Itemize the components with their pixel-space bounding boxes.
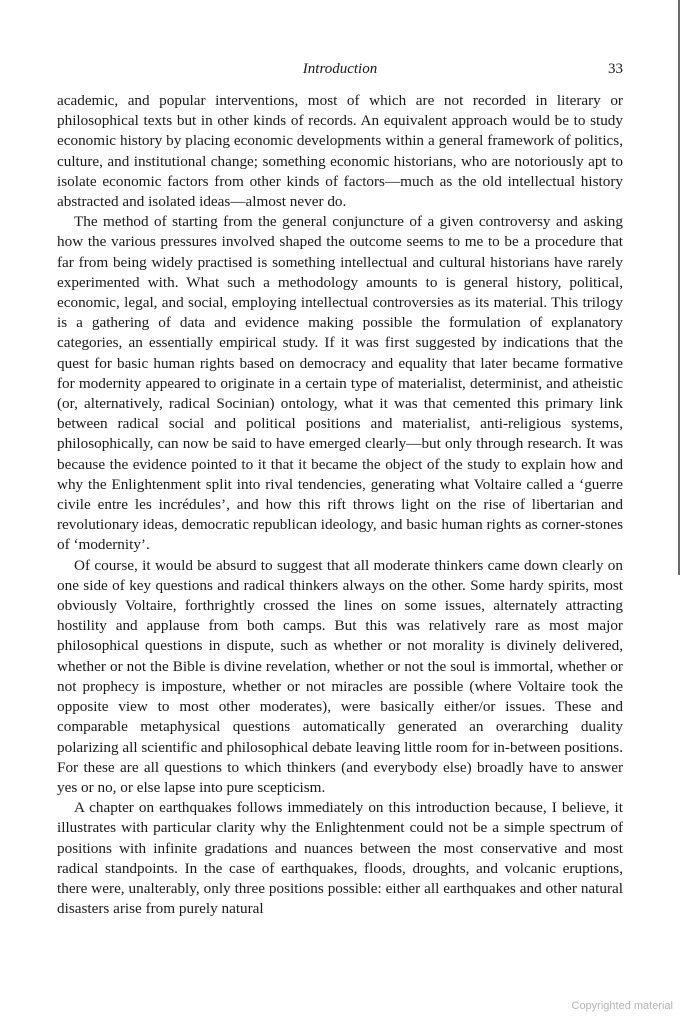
page-number: 33 <box>608 61 623 77</box>
paragraph-4: A chapter on earthquakes follows immediately on this introduction because, I believe, it illustrates with particular clarity why the Enlightenment could not be a simple spectrum of positions with infinite gradations and nuances between the most conservative and most radical standpoints. In the case of earthquakes, floods, droughts, and volcanic eruptions, there were, unalterably, only three positions possible: either all earthquakes and other natural disasters arise from purely natural <box>57 799 623 918</box>
paragraph-1: academic, and popular interventions, most of which are not recorded in literary or philosophical texts but in other kinds of records. An equivalent approach would be to study economic history by placing economic developments within a general framework of politics, culture, and institutional change; something economic historians, who are notoriously apt to isolate economic factors from other kinds of factors—much as the old intellectual history abstracted and isolated ideas—almost never do. <box>57 92 623 211</box>
copyright-watermark: Copyrighted material <box>571 1000 673 1012</box>
paragraph-2: The method of starting from the general conjuncture of a given controversy and asking how the various pressures involved shaped the outcome seems to me to be a procedure that far from being widely practised is something intellectual and cultural historians have rarely experimented with. What such a methodology amounts to is general history, political, economic, legal, and social, employing intellectual controversies as its material. This trilogy is a gathering of data and evidence making possible the formulation of explanatory categories, an essentially empirical study. If it was first suggested by indications that the quest for basic human rights based on democracy and equality that later became formative for modernity appeared to originate in a certain type of materialist, determinist, and atheistic (or, alternatively, radical Socinian) ontology, what it was that cemented this primary link between radical social and political positions and materialist, anti-religious systems, philosophically, can now be said to have emerged clearly—but only through research. It was because the evidence pointed to it that it became the object of the study to explain how and why the Enlightenment split into rival tendencies, generating what Voltaire called a ‘guerre civile entre les incrédules’, and how this rift throws light on the rise of libertarian and revolutionary ideas, democratic republican ideology, and basic human rights as corner-stones of ‘modernity’. <box>57 213 623 554</box>
running-head <box>57 58 623 80</box>
running-title: Introduction <box>302 61 378 77</box>
paragraph-3: Of course, it would be absurd to suggest that all moderate thinkers came down clearly on one side of key questions and radical thinkers always on the other. Some hardy spirits, most obviously Voltaire, forthrightly crossed the lines on some issues, alternately attracting hostility and applause from both camps. But this was relatively rare as most major philosophical questions in dispute, such as whether or not morality is divinely delivered, whether or not the Bible is divine revelation, whether or not the soul is immortal, whether or not prophecy is imposture, whether or not miracles are possible (where Voltaire took the opposite view to most other moderates), were basically either/or issues. These and comparable metaphysical questions automatically generated an overarching duality polarizing all scientific and philosophical debate leaving little room for in-between positions. For these are all questions to which thinkers (and everybody else) broadly have to answer yes or no, or else lapse into pure scepticism. <box>57 556 624 796</box>
body-text <box>57 91 623 919</box>
